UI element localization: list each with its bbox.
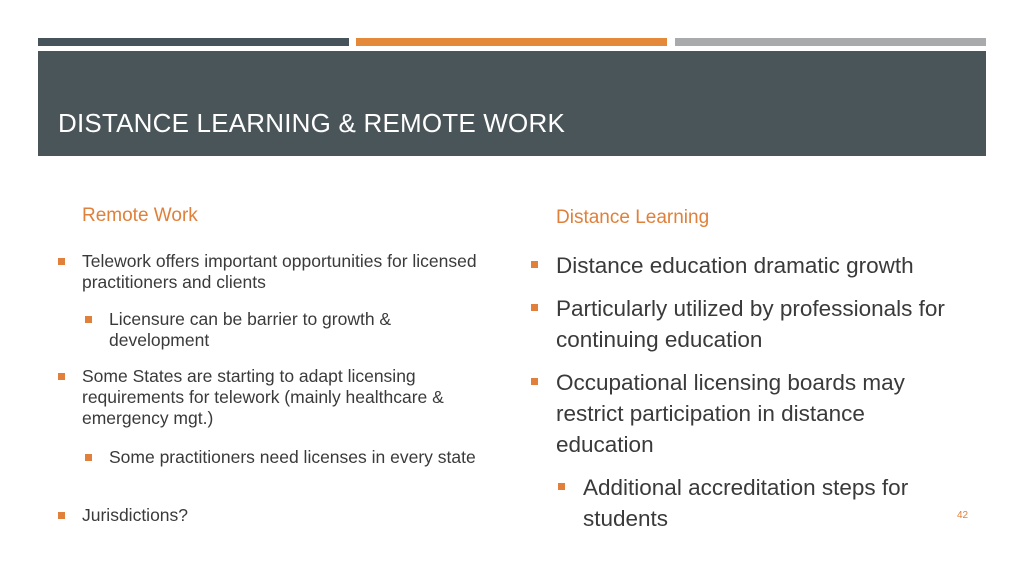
bullet-square-icon [558, 483, 565, 490]
list-item [556, 294, 976, 356]
distance-learning-heading: Distance Learning [556, 207, 710, 228]
list-item [556, 251, 976, 282]
top-bar-dark [38, 38, 349, 46]
bullet-square-icon [58, 258, 65, 265]
list-item [82, 366, 502, 429]
list-item-text: Some practitioners need licenses in every state [109, 447, 476, 467]
list-item-text: Additional accreditation steps for students [583, 475, 909, 531]
list-item-text: Particularly utilized by professionals for continuing education [556, 296, 945, 352]
list-item-text: Occupational licensing boards may restrict participation in distance education [556, 370, 905, 457]
bullet-square-icon [58, 512, 65, 519]
bullet-square-icon [531, 378, 538, 385]
list-item [109, 447, 489, 468]
top-bar-orange [356, 38, 667, 46]
remote-work-heading: Remote Work [82, 205, 198, 226]
list-item-text: Telework offers important opportunities for licensed practitioners and clients [82, 251, 477, 292]
list-item-text: Jurisdictions? [82, 505, 189, 525]
list-item-text: Distance education dramatic growth [556, 253, 914, 278]
title-banner [38, 51, 986, 156]
list-item [82, 505, 382, 526]
bullet-square-icon [531, 261, 538, 268]
bullet-square-icon [85, 454, 92, 461]
list-item [583, 473, 943, 535]
slide-title: DISTANCE LEARNING & REMOTE WORK [58, 108, 565, 138]
page-number: 42 [957, 510, 969, 521]
list-item-text: Licensure can be barrier to growth & development [109, 309, 392, 350]
list-item [109, 309, 449, 351]
list-item [556, 368, 926, 460]
bullet-square-icon [58, 373, 65, 380]
list-item-text: Some States are starting to adapt licensing requirements for telework (mainly healthcare & emergency mgt.) [82, 366, 444, 428]
bullet-square-icon [85, 316, 92, 323]
top-bar-gray [675, 38, 986, 46]
bullet-square-icon [531, 304, 538, 311]
list-item [82, 251, 482, 293]
